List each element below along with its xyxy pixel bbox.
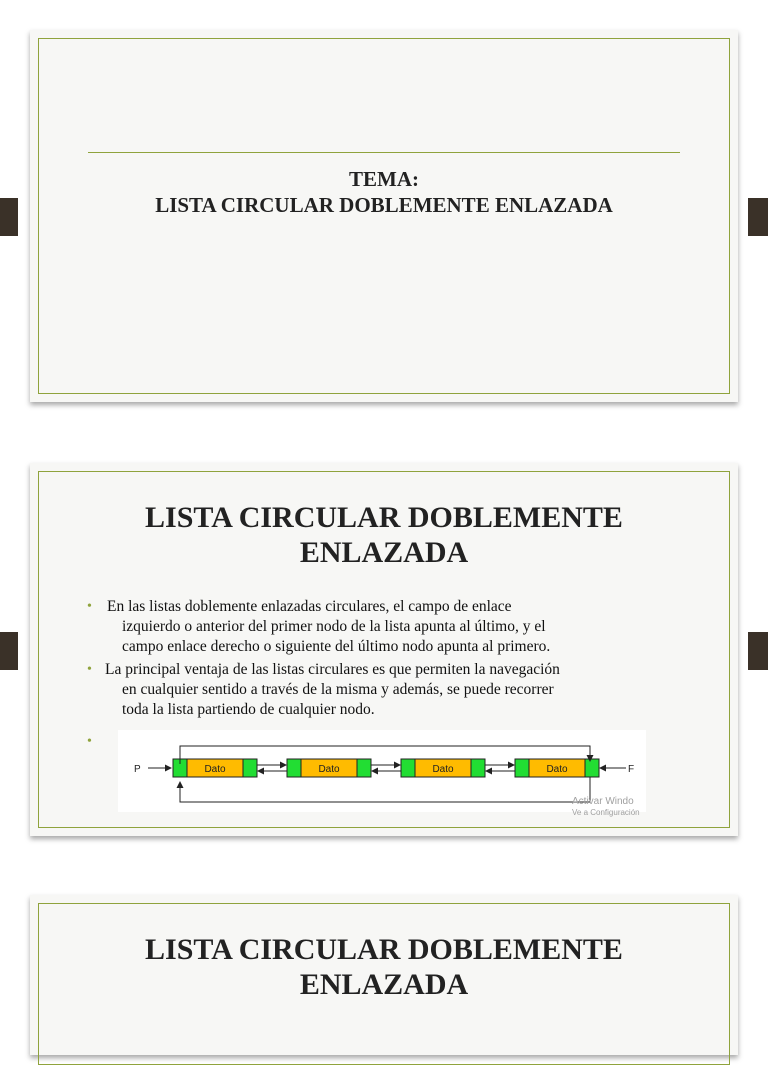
node-next-cell [471, 759, 485, 777]
slide-2-title-line-1: LISTA CIRCULAR DOBLEMENTE [145, 501, 623, 534]
slide-1-right-tab [748, 198, 768, 236]
node-prev-cell [401, 759, 415, 777]
slide-2-title-line-2: ENLAZADA [299, 536, 469, 569]
slide-2-left-tab [0, 632, 18, 670]
node-prev-cell [515, 759, 529, 777]
bullet-2-line-2: en cualquier sentido a través de la misma y además, se puede recorrer [122, 681, 554, 698]
wrap-link-bottom [180, 777, 590, 802]
slide-1-left-tab [0, 198, 18, 236]
diagram-svg [118, 730, 646, 817]
bullet-icon: • [87, 734, 92, 749]
node-data-label: Dato [318, 764, 340, 775]
bullet-1-line-3: campo enlace derecho o siguiente del último nodo apunta al primero. [122, 638, 551, 655]
circular-doubly-linked-list-diagram [118, 730, 646, 817]
node-data-label: Dato [432, 764, 454, 775]
list-node [401, 759, 485, 777]
node-next-cell [585, 759, 599, 777]
slide-1-title-line-1: TEMA: [349, 167, 419, 191]
activation-watermark-line-2: Ve a Configuración [572, 808, 640, 817]
slide-3-title-line-2: ENLAZADA [299, 968, 469, 1001]
slide-3-title-line-1: LISTA CIRCULAR DOBLEMENTE [145, 933, 623, 966]
node-next-cell [243, 759, 257, 777]
activation-watermark-line-1: Activar Windo [572, 796, 634, 807]
bullet-1-line-2: izquierdo o anterior del primer nodo de la lista apunta al último, y el [122, 618, 546, 635]
slide-3 [30, 895, 738, 1055]
node-prev-cell [287, 759, 301, 777]
bullet-icon: • [87, 662, 92, 677]
bullet-2-line-1: La principal ventaja de las listas circulares es que permiten la navegación [105, 661, 560, 678]
slide-1 [30, 30, 738, 402]
bullet-icon: • [87, 599, 92, 614]
slide-1-title-line-2: LISTA CIRCULAR DOBLEMENTE ENLAZADA [155, 193, 613, 217]
node-next-cell [357, 759, 371, 777]
slide-2-right-tab [748, 632, 768, 670]
list-item [87, 597, 687, 657]
title-rule [88, 152, 680, 153]
list-item [87, 660, 687, 720]
list-node [515, 759, 599, 777]
pointer-p-label: P [134, 764, 141, 775]
bullet-2-line-3: toda la lista partiendo de cualquier nodo. [122, 701, 375, 718]
pointer-f-label: F [628, 764, 635, 775]
slide-2-bullet-list [87, 597, 687, 720]
node-data-label: Dato [204, 764, 226, 775]
node-data-label: Dato [546, 764, 568, 775]
bullet-1-line-1: En las listas doblemente enlazadas circulares, el campo de enlace [107, 598, 512, 615]
list-node [173, 759, 257, 777]
list-node [287, 759, 371, 777]
